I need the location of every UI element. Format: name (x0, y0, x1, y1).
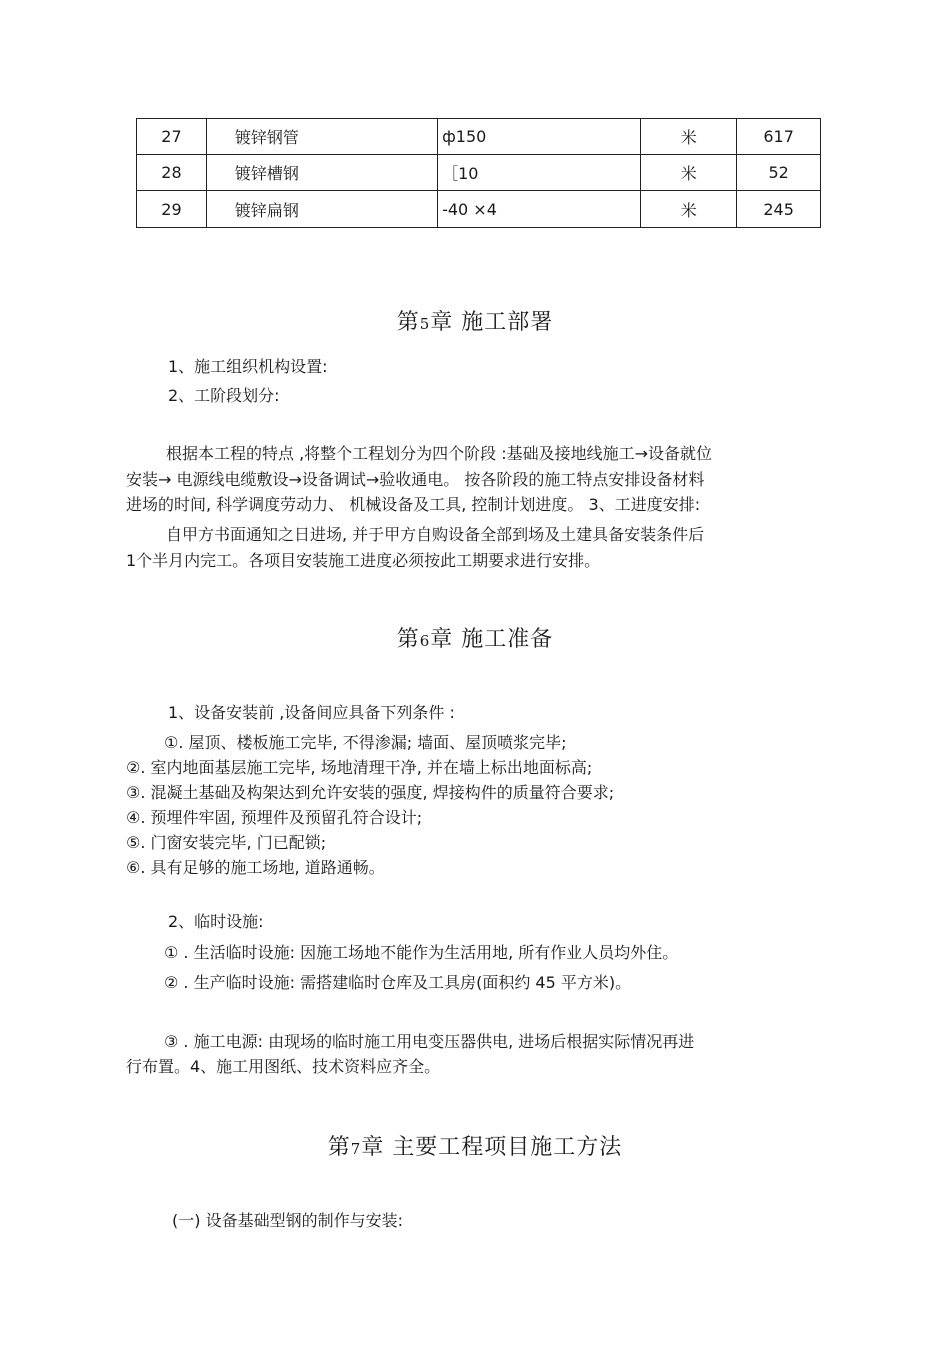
table-row (137, 119, 821, 155)
chapter-7-heading (0, 1130, 950, 1161)
ch6-condition-3: ③. 混凝土基础及构架达到允许安装的强度, 焊接构件的质量符合要求; (126, 783, 615, 802)
ch6-temp-facility-1: ① . 生活临时设施: 因施工场地不能作为生活用地, 所有作业人员均外住。 (164, 943, 679, 962)
table-row (137, 191, 821, 228)
ch6-temp-facility-2: ② . 生产临时设施: 需搭建临时仓库及工具房(面积约 45 平方米)。 (164, 973, 632, 992)
ch5-paragraph-1-line-2: 安装→ 电源线电缆敷设→设备调试→验收通电。 按各阶段的施工特点安排设备材料 (126, 470, 705, 489)
material-name-cell: 镀锌钢管 (206, 119, 437, 155)
ch6-item-1: 1、设备安装前 ,设备间应具备下列条件 : (168, 703, 455, 722)
spec-cell: -40 ×4 (438, 191, 641, 228)
spec-cell: ф150 (438, 119, 641, 155)
chapter-prefix: 第 (396, 310, 420, 335)
unit-cell: 米 (641, 191, 737, 228)
ch6-condition-1: ①. 屋顶、楼板施工完毕, 不得渗漏; 墙面、屋顶喷浆完毕; (164, 733, 567, 752)
spec-cell: ［10 (438, 155, 641, 191)
ch5-paragraph-1-line-3: 进场的时间, 科学调度劳动力、 机械设备及工具, 控制计划进度。 3、工进度安排: (126, 495, 701, 514)
chapter-number: 6 (419, 632, 431, 650)
ch6-temp-facility-3-line-2: 行布置。4、施工用图纸、技术资料应齐全。 (126, 1057, 441, 1076)
unit-cell: 米 (641, 155, 737, 191)
chapter-title: 章 施工部署 (430, 310, 554, 335)
chapter-title: 章 主要工程项目施工方法 (361, 1135, 623, 1160)
ch5-paragraph-2-line-2: 1个半月内完工。各项目安装施工进度必须按此工期要求进行安排。 (126, 551, 601, 570)
ch6-temp-facility-3-line-1: ③ . 施工电源: 由现场的临时施工用电变压器供电, 进场后根据实际情况再进 (164, 1032, 695, 1051)
ch7-item-1: (一) 设备基础型钢的制作与安装: (172, 1211, 403, 1230)
ch5-item-2: 2、工阶段划分: (168, 386, 280, 405)
chapter-prefix: 第 (396, 627, 420, 652)
ch6-condition-2: ②. 室内地面基层施工完毕, 场地清理干净, 并在墙上标出地面标高; (126, 758, 593, 777)
chapter-5-heading (0, 305, 950, 336)
chapter-number: 5 (419, 315, 431, 333)
ch5-paragraph-1-line-1: 根据本工程的特点 ,将整个工程划分为四个阶段 :基础及接地线施工→设备就位 (166, 444, 713, 463)
row-number-cell: 27 (137, 119, 207, 155)
chapter-number: 7 (350, 1140, 362, 1158)
chapter-title: 章 施工准备 (430, 627, 554, 652)
chapter-prefix: 第 (327, 1135, 351, 1160)
material-name-cell: 镀锌槽钢 (206, 155, 437, 191)
quantity-cell: 52 (737, 155, 821, 191)
ch6-condition-4: ④. 预埋件牢固, 预埋件及预留孔符合设计; (126, 808, 423, 827)
ch6-condition-6: ⑥. 具有足够的施工场地, 道路通畅。 (126, 858, 385, 877)
row-number-cell: 28 (137, 155, 207, 191)
ch5-paragraph-2-line-1: 自甲方书面通知之日进场, 并于甲方自购设备全部到场及土建具备安装条件后 (166, 525, 705, 544)
row-number-cell: 29 (137, 191, 207, 228)
chapter-6-heading (0, 622, 950, 653)
quantity-cell: 245 (737, 191, 821, 228)
ch5-item-1: 1、施工组织机构设置: (168, 357, 328, 376)
quantity-cell: 617 (737, 119, 821, 155)
unit-cell: 米 (641, 119, 737, 155)
ch6-condition-5: ⑤. 门窗安装完毕, 门已配锁; (126, 833, 327, 852)
materials-table (136, 118, 821, 228)
table-row (137, 155, 821, 191)
ch6-item-2: 2、临时设施: (168, 912, 264, 931)
material-name-cell: 镀锌扁钢 (206, 191, 437, 228)
